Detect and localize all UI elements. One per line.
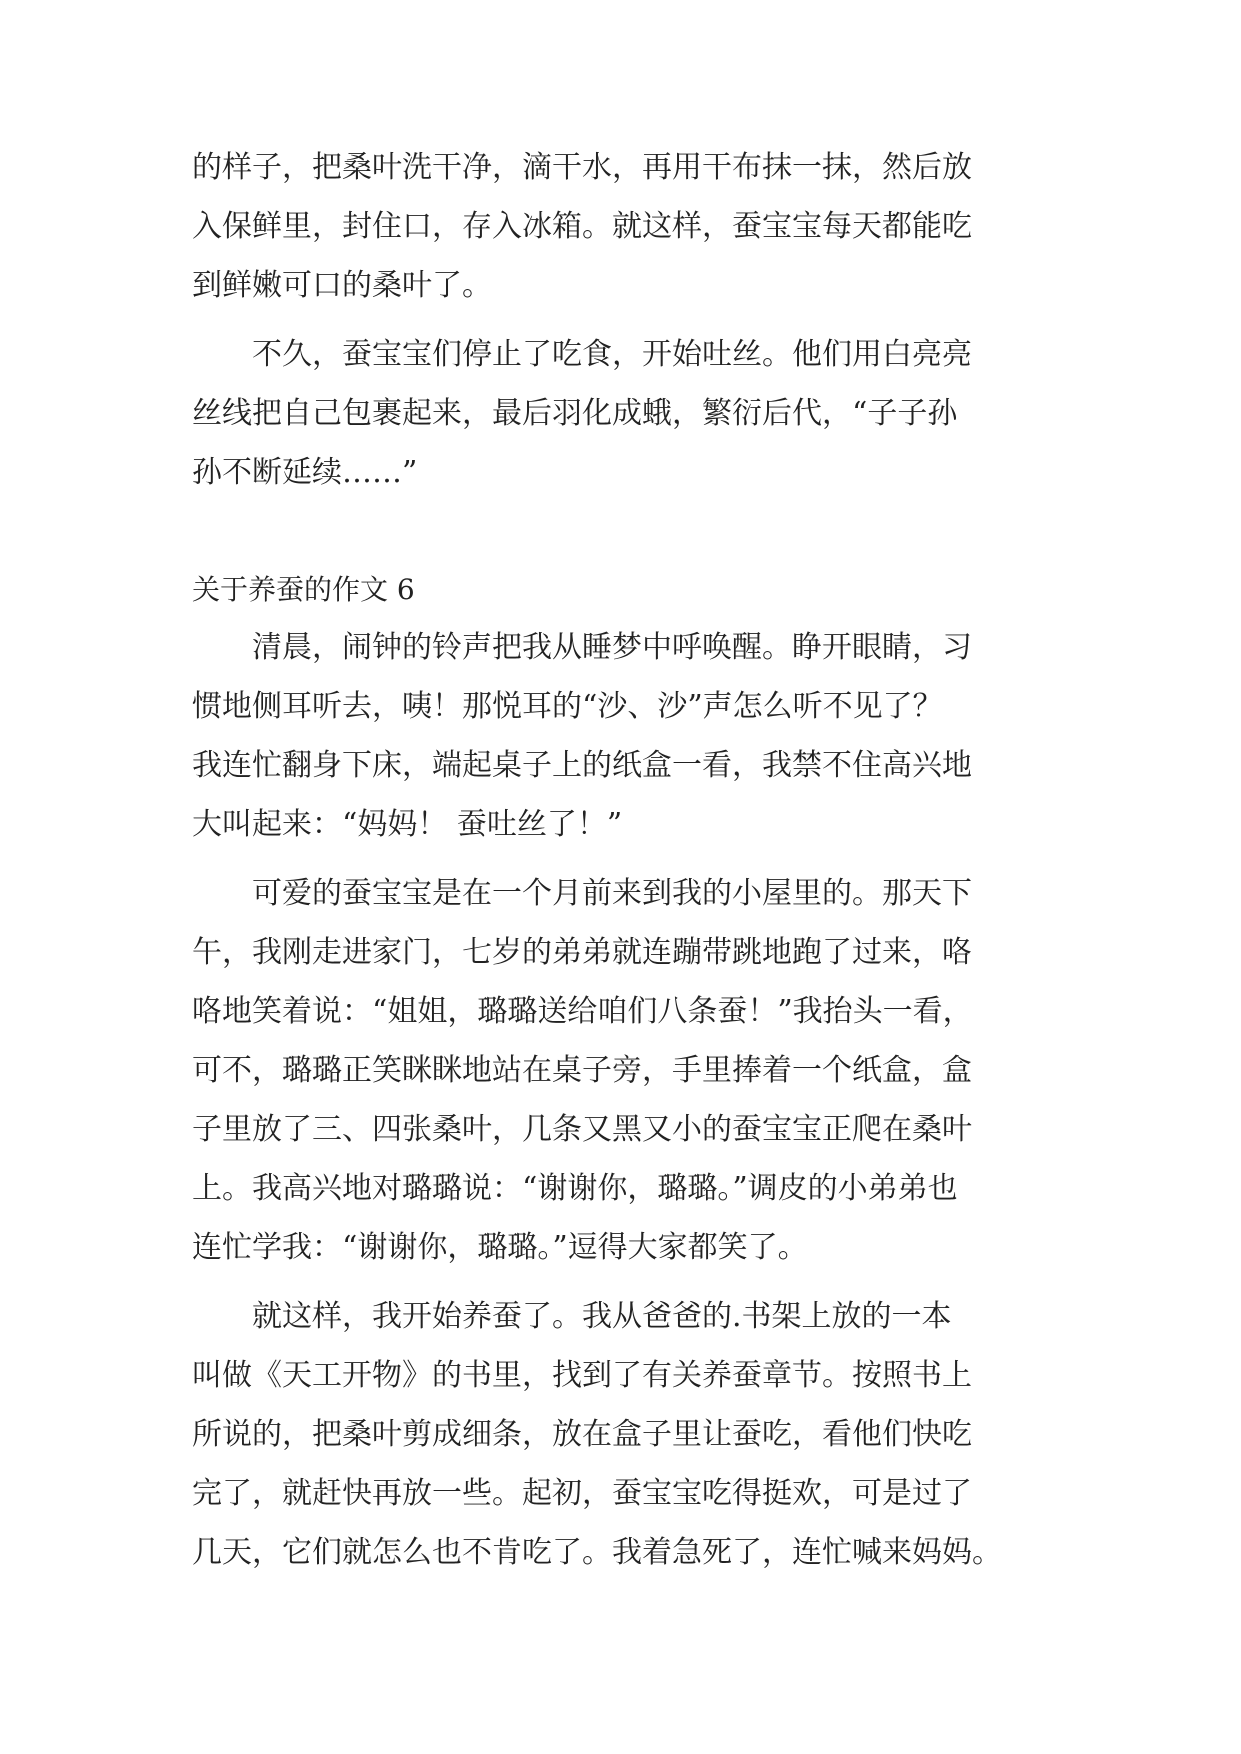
- text-line: 几天，它们就怎么也不肯吃了。我着急死了，连忙喊来妈妈。: [192, 1535, 1002, 1570]
- text-line: 丝线把自己包裹起来，最后羽化成蛾，繁衍后代，“子子孙: [192, 396, 958, 431]
- text-line: 到鲜嫩可口的桑叶了。: [192, 268, 492, 303]
- text-line: 的样子，把桑叶洗干净，滴干水，再用干布抹一抹，然后放: [192, 150, 972, 185]
- text-line: 子里放了三、四张桑叶，几条又黑又小的蚕宝宝正爬在桑叶: [192, 1112, 972, 1147]
- text-line: 入保鲜里，封住口，存入冰箱。就这样，蚕宝宝每天都能吃: [192, 209, 972, 244]
- text-line: 连忙学我：“谢谢你，璐璐。”逗得大家都笑了。: [192, 1230, 808, 1265]
- text-line: 孙不断延续……”: [192, 455, 418, 490]
- text-line: 大叫起来：“妈妈！ 蚕吐丝了！”: [192, 807, 623, 842]
- text-line: 所说的，把桑叶剪成细条，放在盒子里让蚕吃，看他们快吃: [192, 1417, 972, 1452]
- text-line: 上。我高兴地对璐璐说：“谢谢你，璐璐。”调皮的小弟弟也: [192, 1171, 958, 1206]
- text-line: 午，我刚走进家门，七岁的弟弟就连蹦带跳地跑了过来，咯: [192, 935, 972, 970]
- text-line: 咯地笑着说：“姐姐，璐璐送给咱们八条蚕！”我抬头一看，: [192, 994, 973, 1029]
- text-line: 可不，璐璐正笑眯眯地站在桌子旁，手里捧着一个纸盒，盒: [192, 1053, 972, 1088]
- text-line: 完了，就赶快再放一些。起初，蚕宝宝吃得挺欢，可是过了: [192, 1476, 972, 1511]
- section-title: 关于养蚕的作文 6: [192, 573, 415, 606]
- text-line: 我连忙翻身下床，端起桌子上的纸盒一看，我禁不住高兴地: [192, 748, 972, 783]
- text-line: 惯地侧耳听去，咦！那悦耳的“沙、沙”声怎么听不见了？: [192, 689, 943, 724]
- text-line: 不久，蚕宝宝们停止了吃食，开始吐丝。他们用白亮亮: [252, 337, 972, 372]
- text-line: 可爱的蚕宝宝是在一个月前来到我的小屋里的。那天下: [252, 876, 972, 911]
- text-line: 叫做《天工开物》的书里，找到了有关养蚕章节。按照书上: [192, 1358, 972, 1393]
- text-line: 清晨，闹钟的铃声把我从睡梦中呼唤醒。睁开眼睛，习: [252, 630, 972, 665]
- text-line: 就这样，我开始养蚕了。我从爸爸的.书架上放的一本: [252, 1299, 952, 1334]
